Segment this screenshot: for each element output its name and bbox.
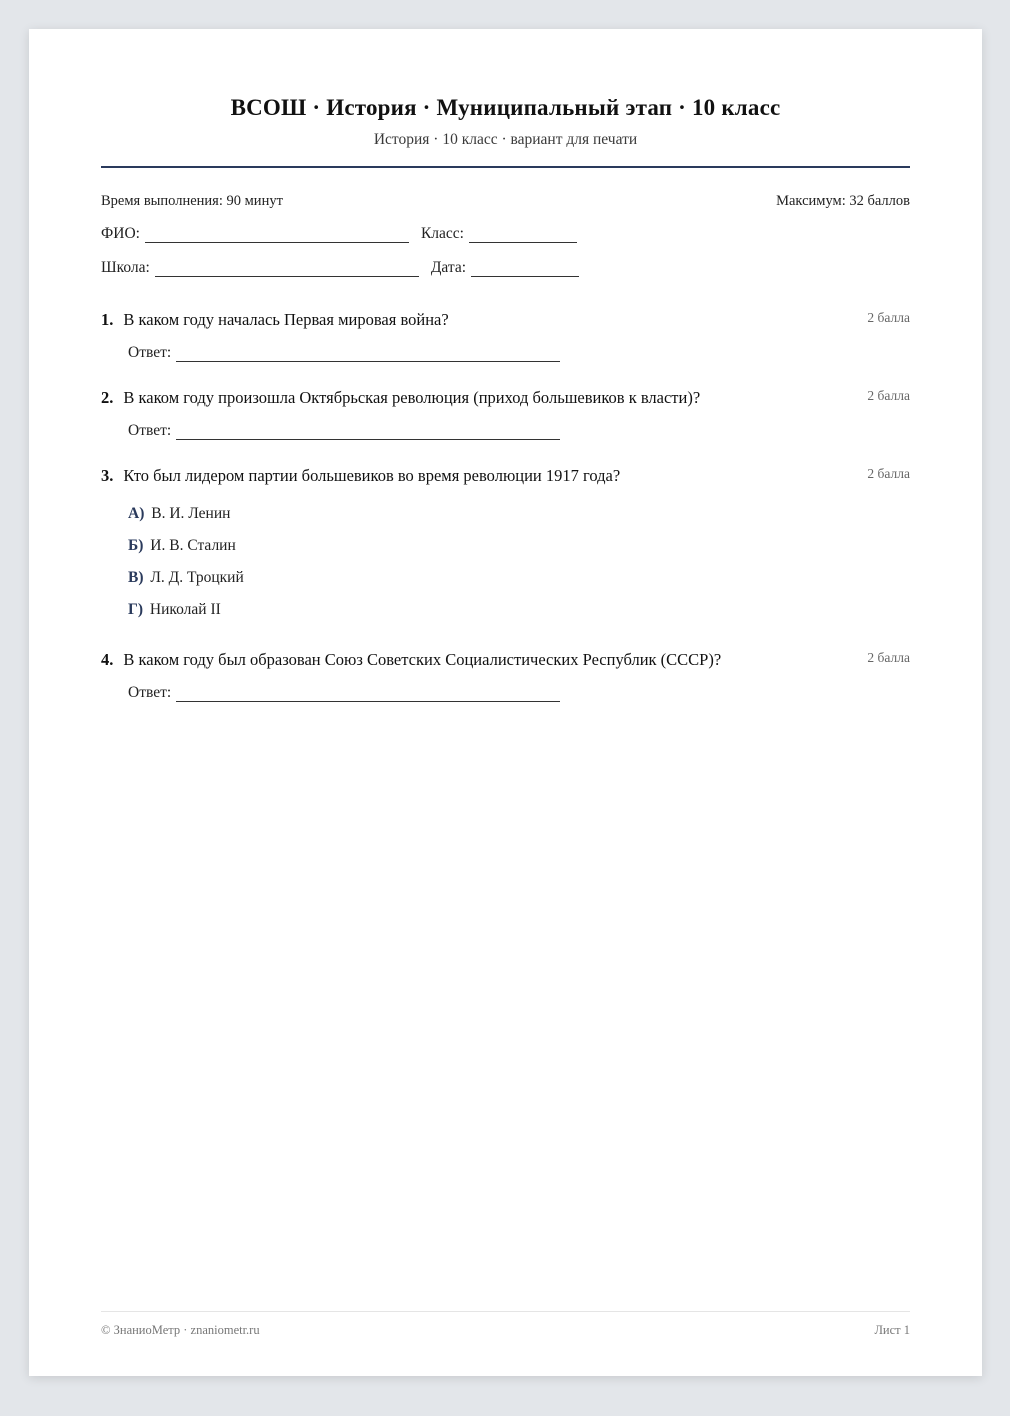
option-b[interactable] (128, 536, 910, 568)
question-header (101, 466, 910, 486)
sheet-content (101, 29, 910, 1376)
header-divider (101, 166, 910, 168)
answer-row (128, 344, 910, 362)
max-score: Максимум: 32 баллов (776, 193, 910, 209)
page-number: Лист 1 (874, 1323, 910, 1337)
question-number: 3. (101, 466, 114, 485)
question-number: 1. (101, 310, 114, 329)
question-number: 2. (101, 388, 114, 407)
question-text: В каком году произошла Октябрьская революция (приход большевиков к власти)? (123, 388, 701, 407)
fio-field[interactable] (145, 229, 409, 243)
option-letter: А) (128, 505, 145, 522)
footer-copyright: © ЗнаниоМетр · znaniometr.ru (101, 1323, 260, 1337)
question-3 (101, 466, 910, 632)
class-label: Класс: (420, 225, 464, 242)
answer-field[interactable] (176, 426, 560, 440)
option-a[interactable] (128, 504, 910, 536)
option-letter: В) (128, 569, 144, 586)
question-4 (101, 650, 910, 702)
page-title: ВСОШ · История · Муниципальный этап · 10 класс (230, 95, 781, 120)
answer-field[interactable] (176, 348, 560, 362)
meta-row (101, 193, 910, 210)
school-field[interactable] (155, 263, 419, 277)
option-text: В. И. Ленин (151, 505, 231, 522)
question-text: Кто был лидером партии большевиков во время революции 1917 года? (123, 466, 621, 485)
question-points: 2 балла (867, 388, 910, 403)
fio-label: ФИО: (101, 225, 140, 242)
question-header (101, 310, 910, 330)
answer-label: Ответ: (128, 684, 172, 701)
question-header (101, 650, 910, 670)
exam-sheet (29, 29, 982, 1376)
question-points: 2 балла (867, 310, 910, 325)
question-number: 4. (101, 650, 114, 669)
answer-row (128, 684, 910, 702)
question-text: В каком году был образован Союз Советских Социалистических Республик (СССР)? (123, 650, 722, 669)
date-field[interactable] (471, 263, 579, 277)
options-list (128, 504, 910, 632)
answer-label: Ответ: (128, 344, 172, 361)
footer-divider (101, 1311, 910, 1312)
option-letter: Г) (128, 601, 144, 618)
question-header (101, 388, 910, 408)
page-footer (101, 1323, 910, 1338)
option-d[interactable] (128, 600, 910, 632)
question-1 (101, 310, 910, 362)
class-field[interactable] (469, 229, 577, 243)
question-2 (101, 388, 910, 440)
school-label: Школа: (101, 259, 150, 276)
option-letter: Б) (128, 537, 144, 554)
date-label: Дата: (430, 259, 467, 276)
answer-field[interactable] (176, 688, 560, 702)
option-c[interactable] (128, 568, 910, 600)
option-text: Л. Д. Троцкий (150, 569, 244, 586)
option-text: И. В. Сталин (150, 537, 236, 554)
question-text: В каком году началась Первая мировая война? (123, 310, 449, 329)
answer-label: Ответ: (128, 422, 172, 439)
fio-class-row (101, 225, 589, 243)
time-limit: Время выполнения: 90 минут (101, 193, 283, 209)
answer-row (128, 422, 910, 440)
school-date-row (101, 259, 591, 277)
question-points: 2 балла (867, 650, 910, 665)
page-subtitle: История · 10 класс · вариант для печати (373, 131, 638, 148)
option-text: Николай II (149, 601, 221, 618)
question-points: 2 балла (867, 466, 910, 481)
